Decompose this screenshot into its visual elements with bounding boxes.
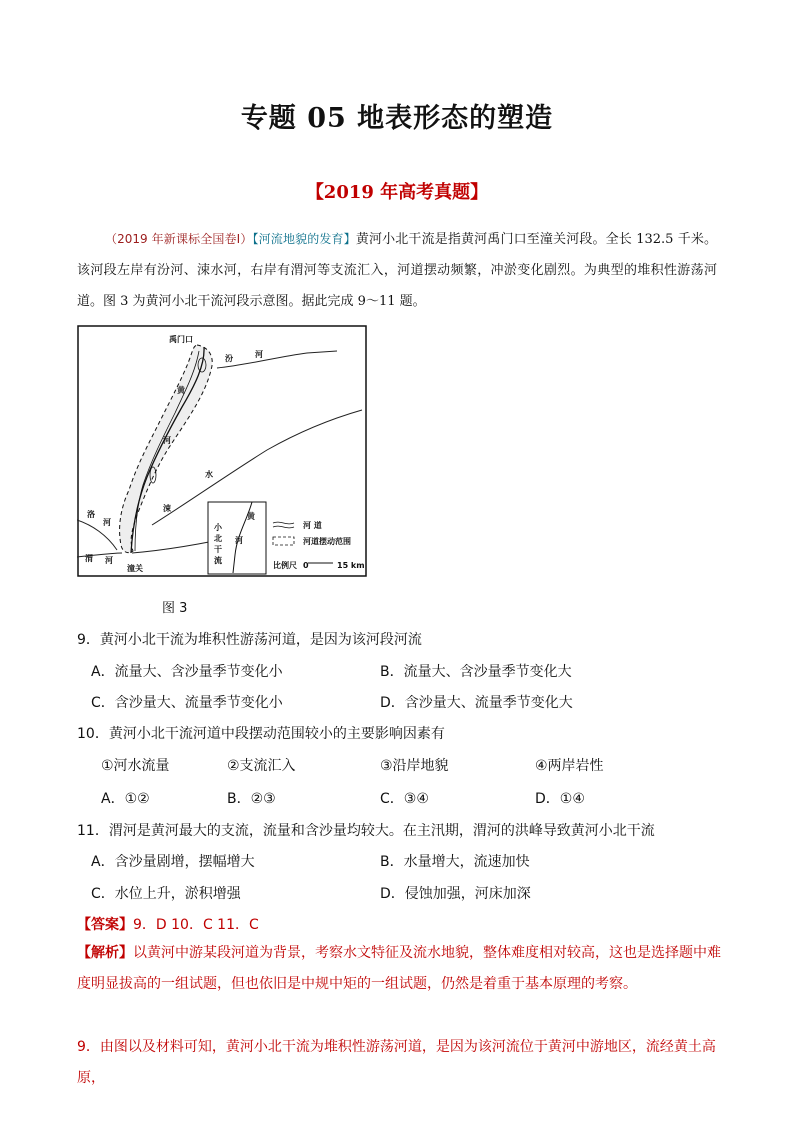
page-title: 专题 05 地表形态的塑造 xyxy=(240,103,554,134)
label-yumenkou: 禹门口 xyxy=(169,335,193,344)
question-11-option-a: A．含沙量剧增，摆幅增大 xyxy=(91,854,255,870)
question-10-item-2: ②支流汇入 xyxy=(227,758,296,774)
question-10-item-3: ③沿岸地貌 xyxy=(380,758,449,774)
label-tongguan: 潼关 xyxy=(127,564,143,573)
question-10-item-4: ④两岸岩性 xyxy=(535,758,604,774)
label-fen-1: 汾 xyxy=(225,354,233,363)
question-10-item-1: ①河水流量 xyxy=(101,758,170,774)
answer-line xyxy=(77,914,259,934)
inset-label-liu: 流 xyxy=(214,556,222,565)
question-9-option-b: B．流量大、含沙量季节变化大 xyxy=(380,664,572,680)
label-huang: 黄 xyxy=(177,386,185,395)
question-9-option-d: D．含沙量大、流量季节变化大 xyxy=(380,695,573,711)
question-10-option-d: D．①④ xyxy=(535,791,585,807)
legend-channel: 河 道 xyxy=(303,521,322,530)
question-11-option-d: D．侵蚀加强，河床加深 xyxy=(380,886,531,902)
inset-label-he: 河 xyxy=(235,536,243,545)
question-9-option-a: A．流量大、含沙量季节变化小 xyxy=(91,664,283,680)
answer-text: 9．D 10．C 11．C xyxy=(133,917,259,933)
scale-zero: 0 xyxy=(303,561,309,570)
question-10-stem: 10．黄河小北干流河道中段摆动范围较小的主要影响因素有 xyxy=(77,726,445,742)
question-10-option-b: B．②③ xyxy=(227,791,276,807)
question-11-option-b: B．水量增大，流速加快 xyxy=(380,854,530,870)
inset-label-huang: 黄 xyxy=(247,512,255,521)
label-su: 涑 xyxy=(163,504,171,513)
label-wei-he: 河 xyxy=(105,556,113,565)
label-shui: 水 xyxy=(205,470,213,479)
answer-label: 【答案】 xyxy=(77,917,133,933)
question-11-option-c: C．水位上升，淤积增强 xyxy=(91,886,241,902)
section-heading: 【2019 年高考真题】 xyxy=(305,182,489,203)
intro-paragraph xyxy=(77,224,717,317)
label-luo: 洛 xyxy=(87,510,95,519)
question-11-stem: 11．渭河是黄河最大的支流，流量和含沙量均较大。在主汛期，渭河的洪峰导致黄河小北干流 xyxy=(77,823,655,839)
intro-text: 黄河小北干流是指黄河禹门口至潼关河段。全长 132.5 千米。该河段左岸有汾河、涑水河，右岸有渭河等支流汇入，河道摆动频繁，冲淤变化剧烈。为典型的堆积性游荡河道。图 3 为黄河小北干流河段示意图。据此完成 9～11 题。 xyxy=(77,232,717,309)
inset-label-gan: 干 xyxy=(214,545,222,554)
inset-label-bei: 北 xyxy=(214,534,222,543)
label-luo-he: 河 xyxy=(103,518,111,527)
legend-swing-range: 河道摆动范围 xyxy=(303,537,351,546)
label-he: 河 xyxy=(163,436,171,445)
question-9-stem: 9．黄河小北干流为堆积性游荡河道，是因为该河段河流 xyxy=(77,632,422,648)
analysis-label: 【解析】 xyxy=(77,945,133,961)
scale-value: 15 km xyxy=(337,561,365,570)
label-fen-2: 河 xyxy=(255,350,263,359)
scale-prefix: 比例尺 xyxy=(273,561,297,570)
inset-label-xiao: 小 xyxy=(214,523,222,532)
analysis-paragraph xyxy=(77,938,727,1000)
river-map-figure xyxy=(77,325,367,577)
figure-caption: 图 3 xyxy=(162,601,188,616)
question-10-option-c: C．③④ xyxy=(380,791,429,807)
analysis-paragraph-2: 9．由图以及材料可知，黄河小北干流为堆积性游荡河道，是因为该河流位于黄河中游地区，流经黄土高原， xyxy=(77,1039,716,1086)
question-9-option-c: C．含沙量大、流量季节变化小 xyxy=(91,695,283,711)
intro-source: （2019 年新课标全国卷Ⅰ） xyxy=(105,232,253,246)
label-wei: 渭 xyxy=(85,554,93,563)
intro-topic: 【河流地貌的发育】 xyxy=(252,232,356,246)
question-10-option-a: A．①② xyxy=(101,791,150,807)
analysis-text: 以黄河中游某段河道为背景，考察水文特征及流水地貌，整体难度相对较高，这也是选择题中难度明显拔高的一组试题，但也依旧是中规中矩的一组试题，仍然是着重于基本原理的考察。 xyxy=(77,945,721,992)
